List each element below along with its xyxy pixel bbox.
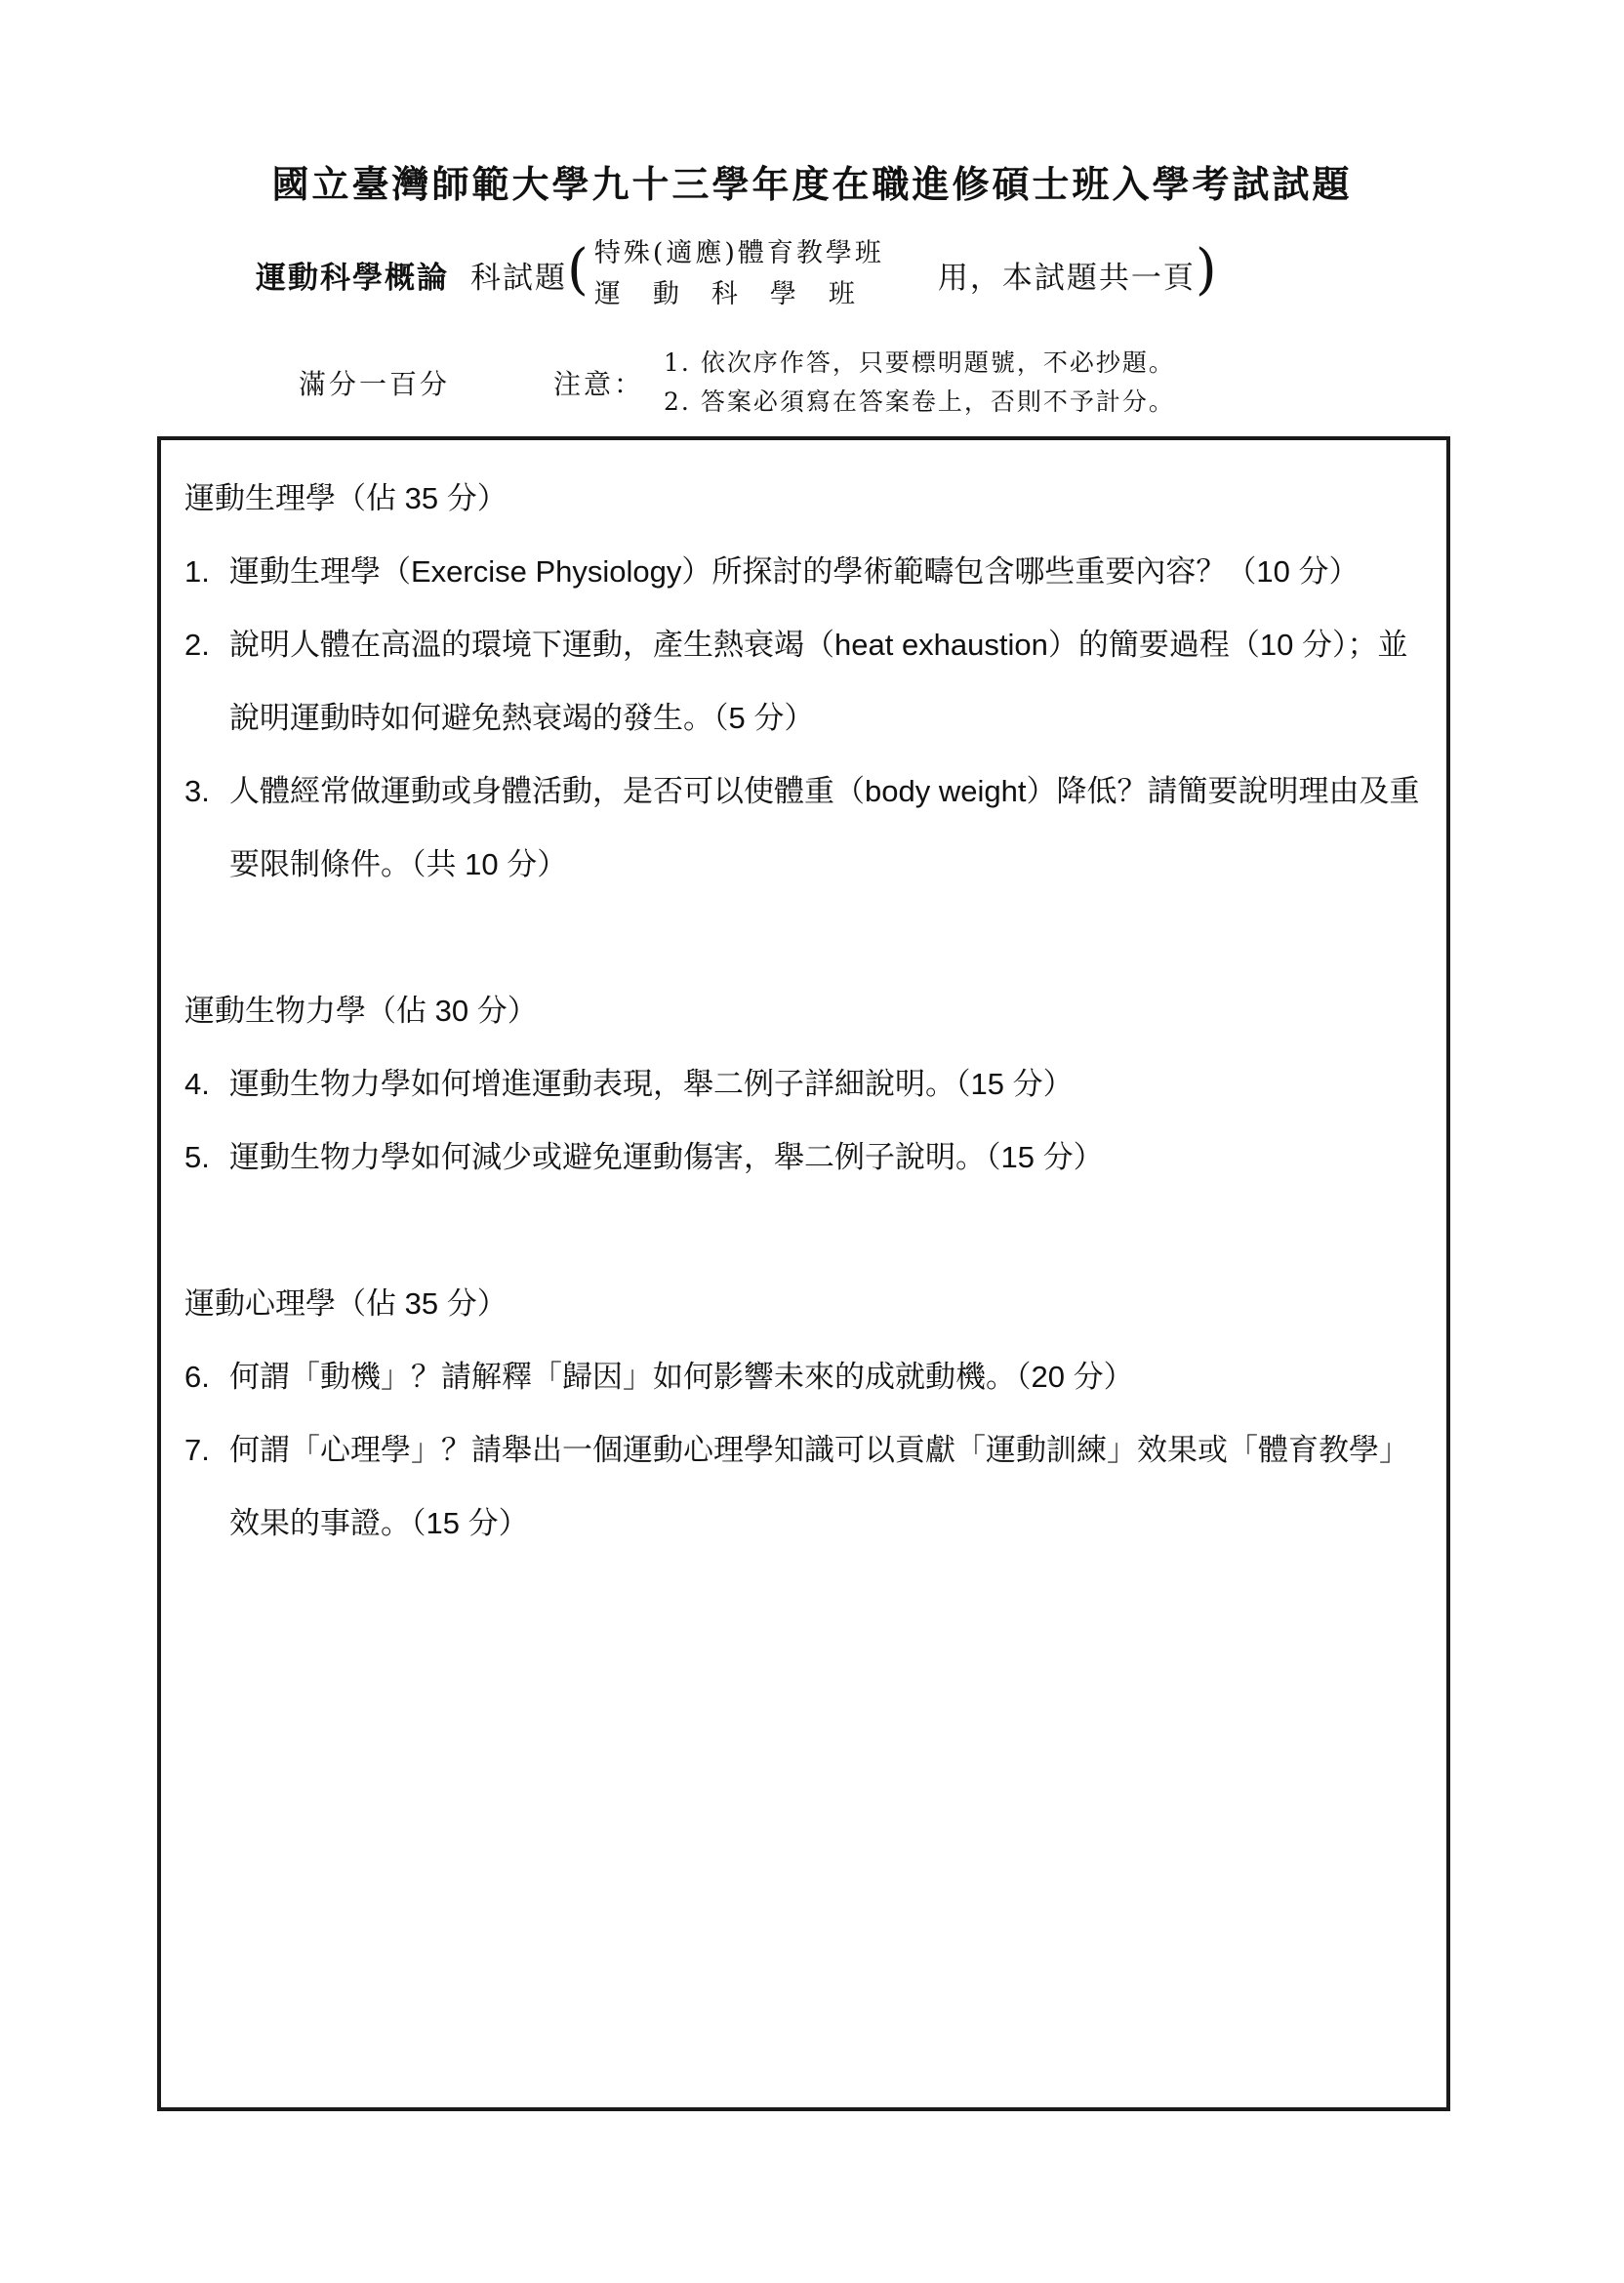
section-spacer bbox=[179, 1194, 1429, 1267]
question-frame bbox=[157, 436, 1450, 2111]
question-text: 何謂「心理學」？請舉出一個運動心理學知識可以貢獻「運動訓練」效果或「體育教學」效果的事證。（15 分） bbox=[229, 1433, 1409, 1540]
usage-note: 用，本試題共一頁 bbox=[937, 260, 1196, 296]
class-name-special-pe: 特殊(適應)體育教學班 bbox=[593, 238, 884, 268]
question-item bbox=[179, 608, 1429, 754]
section-spacer bbox=[179, 901, 1429, 974]
subject-suffix: 科試題 bbox=[470, 260, 567, 296]
meta-line bbox=[299, 339, 1175, 427]
section-heading-biomechanics: 運動生物力學（佔 30 分） bbox=[184, 994, 538, 1028]
section-heading-physiology: 運動生理學（佔 35 分） bbox=[184, 481, 508, 515]
question-content bbox=[179, 462, 1429, 1560]
subject-name: 運動科學概論 bbox=[256, 260, 449, 296]
question-number: 7. bbox=[184, 1433, 210, 1467]
notice-list bbox=[664, 344, 1175, 422]
question-number: 3. bbox=[184, 774, 210, 808]
question-item bbox=[179, 1121, 1429, 1194]
class-stack bbox=[594, 233, 887, 315]
question-text: 說明人體在高溫的環境下運動，產生熱衰竭（heat exhaustion）的簡要過程（10 分）；並說明運動時如何避免熱衰竭的發生。（5 分） bbox=[229, 628, 1408, 735]
question-number: 4. bbox=[184, 1067, 210, 1101]
question-text: 運動生物力學如何減少或避免運動傷害，舉二例子說明。（15 分） bbox=[229, 1140, 1104, 1174]
question-text: 人體經常做運動或身體活動，是否可以使體重（body weight）降低？請簡要說明理由及重要限制條件。（共 10 分） bbox=[229, 774, 1420, 881]
section-heading-psychology: 運動心理學（佔 35 分） bbox=[184, 1286, 508, 1321]
exam-title: 國立臺灣師範大學九十三學年度在職進修碩士班入學考試試題 bbox=[271, 162, 1353, 206]
close-paren: ) bbox=[1195, 238, 1217, 302]
full-score: 滿分一百分 bbox=[299, 368, 451, 400]
question-number: 1. bbox=[184, 554, 210, 589]
notice-item: 1. 依次序作答，只要標明題號，不必抄題。 bbox=[664, 348, 1175, 377]
notice-label: 注意： bbox=[553, 368, 645, 400]
notice-item: 2. 答案必須寫在答案卷上，否則不予計分。 bbox=[664, 387, 1175, 416]
question-text: 何謂「動機」？請解釋「歸因」如何影響未來的成就動機。（20 分） bbox=[229, 1360, 1134, 1394]
question-item bbox=[179, 1047, 1429, 1121]
question-number: 6. bbox=[184, 1360, 210, 1394]
question-number: 2. bbox=[184, 628, 210, 662]
question-item bbox=[179, 1413, 1429, 1560]
question-item bbox=[179, 754, 1429, 901]
question-text: 運動生理學（Exercise Physiology）所探討的學術範疇包含哪些重要內容？（10 分） bbox=[229, 554, 1360, 589]
class-name-sport-science: 運動科學班 bbox=[593, 279, 887, 309]
question-text: 運動生物力學如何增進運動表現，舉二例子詳細說明。（15 分） bbox=[229, 1067, 1074, 1101]
subject-line bbox=[256, 230, 1217, 318]
question-item bbox=[179, 1340, 1429, 1413]
question-item bbox=[179, 535, 1429, 608]
open-paren: ( bbox=[567, 238, 589, 302]
question-number: 5. bbox=[184, 1140, 210, 1174]
